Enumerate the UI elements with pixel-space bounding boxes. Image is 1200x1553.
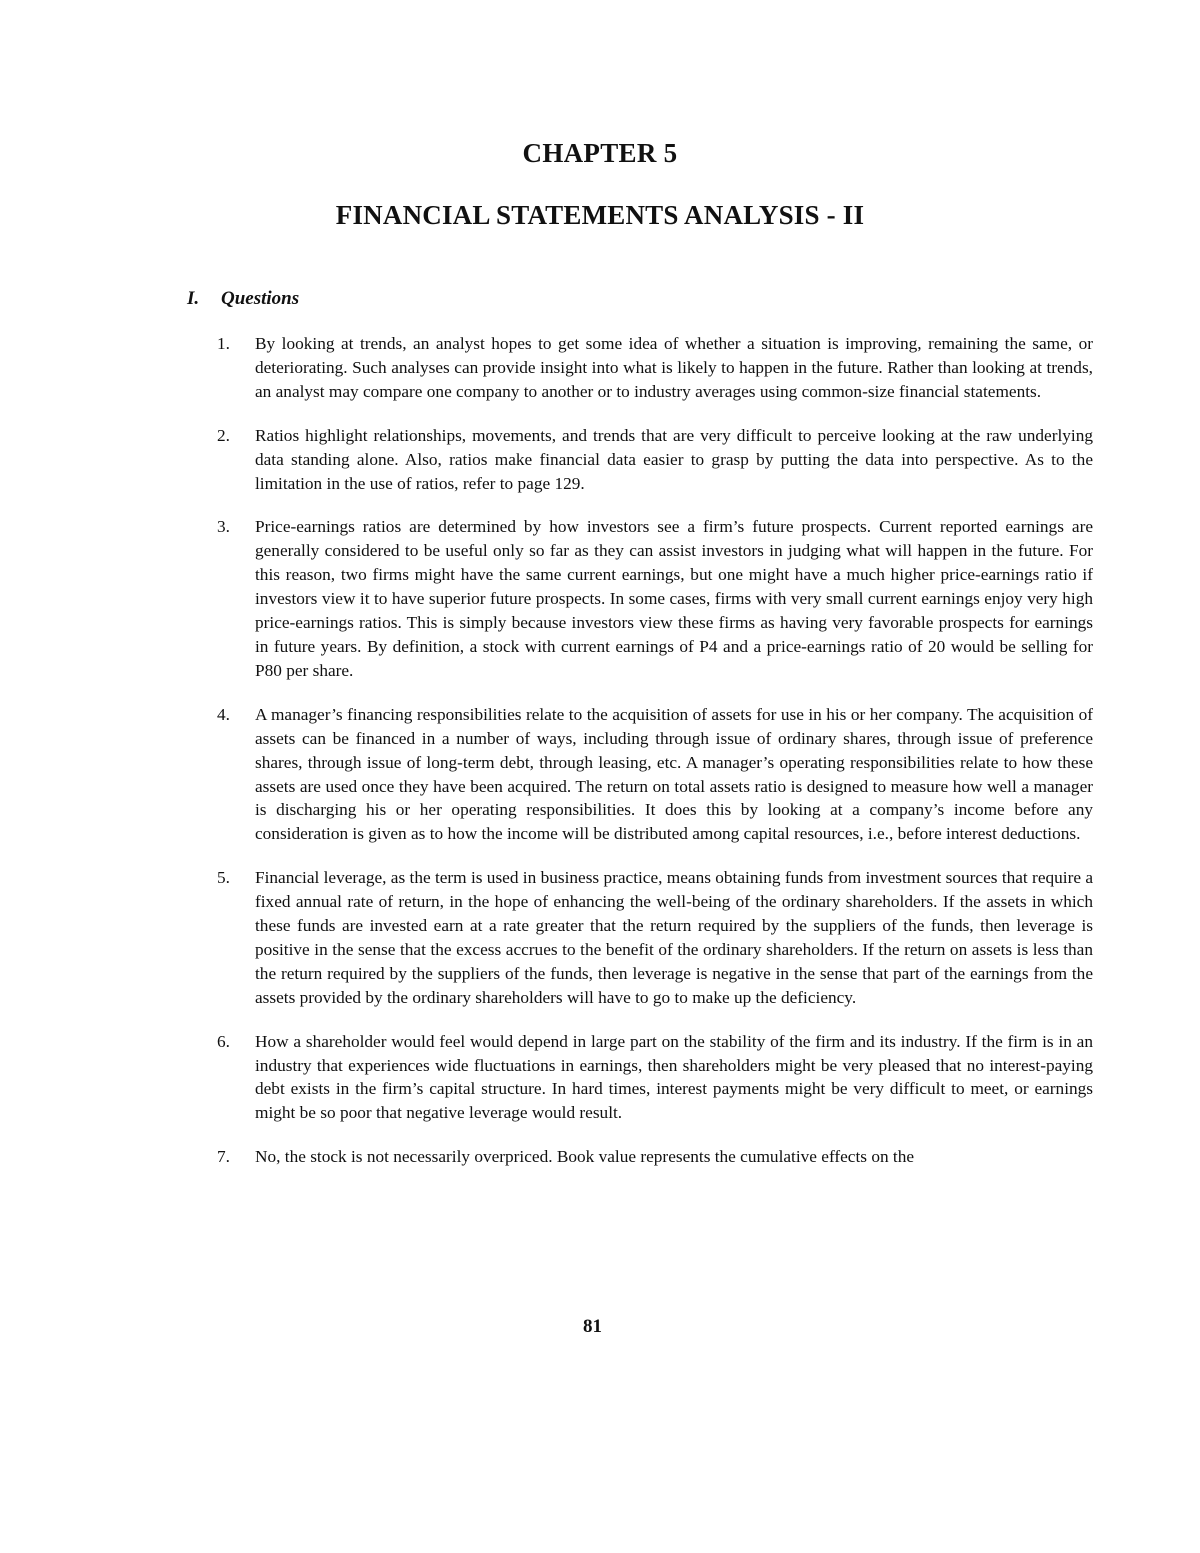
question-text: Ratios highlight relationships, movements, and trends that are very difficult to perceive looking at the raw underlying data standing alone. Also, ratios make financial data easier to grasp by putting the data into perspective. As to the limitation in the use of ratios, refer to page 129.	[255, 425, 1093, 493]
question-item	[217, 1030, 1093, 1126]
question-text: Financial leverage, as the term is used in business practice, means obtaining funds from investment sources that require a fixed annual rate of return, in the hope of enhancing the well-being of the ordinary shareholders. If the assets in which these funds are invested earn at a rate greater that the return required by the suppliers of the funds, then leverage is positive in the sense that the excess accrues to the benefit of the ordinary shareholders. If the return on assets is less than the return required by the suppliers of the funds, then leverage is negative in the sense that part of the earnings from the assets provided by the ordinary shareholders will have to go to make up the deficiency.	[255, 868, 1093, 1007]
question-number: 5.	[217, 868, 230, 888]
section-title: Questions	[221, 288, 300, 309]
question-text: How a shareholder would feel would depend in large part on the stability of the firm and its industry. If the firm is in an industry that experiences wide fluctuations in earnings, then shareholders might be very pleased that no interest-paying debt exists in the firm’s capital structure. In hard times, interest payments might be very difficult to meet, or earnings might be so poor that negative leverage would result.	[255, 1031, 1093, 1123]
question-number: 2.	[217, 425, 230, 445]
chapter-title: CHAPTER 5	[522, 138, 678, 168]
section-heading	[187, 288, 299, 310]
question-item	[217, 424, 1093, 496]
question-item	[217, 332, 1093, 404]
question-number: 1.	[217, 334, 230, 353]
section-number: I.	[187, 288, 200, 309]
question-list	[217, 332, 1093, 1189]
question-text: Price-earnings ratios are determined by how investors see a firm’s future prospects. Current reported earnings are generally considered to be useful only so far as they can assist investors in judging what will happen in the future. For this reason, two firms might have the same current earnings, but one might have a much higher price-earnings ratio if investors view it to have superior future prospects. In some cases, firms with very small current earnings enjoy very high price-earnings ratios. This is simply because investors view these firms as having very favorable prospects for earnings in future years. By definition, a stock with current earnings of P4 and a price-earnings ratio of 20 would be selling for P80 per share.	[255, 517, 1093, 680]
question-text: A manager’s financing responsibilities relate to the acquisition of assets for use in his or her company. The acquisition of assets can be financed in a number of ways, including through issue of ordinary shares, through issue of preference shares, through issue of long-term debt, through leasing, etc. A manager’s operating responsibilities relate to how these assets are used once they have been acquired. The return on total assets ratio is designed to measure how well a manager is discharging his or her operating responsibilities. It does this by looking at a company’s income before any consideration is given as to how the income will be distributed among capital resources, i.e., before interest deductions.	[255, 704, 1093, 844]
question-item	[217, 515, 1093, 682]
question-text: No, the stock is not necessarily overpriced. Book value represents the cumulative effects on the	[255, 1147, 915, 1167]
page-number: 81	[583, 1316, 602, 1337]
question-item	[217, 703, 1093, 846]
question-text: By looking at trends, an analyst hopes to get some idea of whether a situation is improving, remaining the same, or deteriorating. Such analyses can provide insight into what is likely to happen in the future. Rather than looking at trends, an analyst may compare one company to another or to industry averages using common-size financial statements.	[255, 334, 1093, 401]
document-title: FINANCIAL STATEMENTS ANALYSIS - II	[335, 200, 865, 230]
question-number: 7.	[217, 1147, 230, 1167]
question-item	[217, 1145, 1093, 1169]
question-number: 3.	[217, 517, 230, 537]
question-number: 6.	[217, 1031, 230, 1051]
question-item	[217, 866, 1093, 1009]
question-number: 4.	[217, 704, 230, 724]
